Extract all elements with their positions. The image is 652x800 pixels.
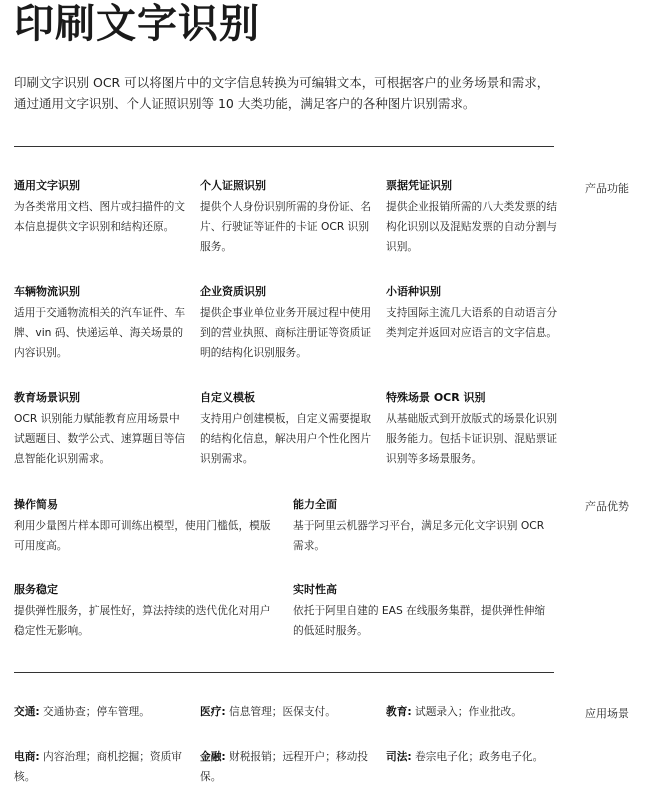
feature-card bbox=[200, 178, 372, 257]
feature-title: 票据凭证识别 bbox=[386, 179, 452, 192]
feature-card bbox=[386, 284, 558, 343]
feature-card bbox=[14, 390, 186, 469]
advantage-title: 服务稳定 bbox=[14, 583, 58, 596]
feature-desc: 从基础版式到开放版式的场景化识别服务能力。包括卡证识别、混贴票证识别等多场景服务。 bbox=[386, 412, 558, 465]
scenario-item bbox=[386, 702, 558, 722]
scenario-text: 卷宗电子化；政务电子化。 bbox=[411, 750, 544, 763]
feature-card bbox=[386, 390, 558, 469]
scenario-item bbox=[14, 702, 186, 722]
advantage-desc: 依托于阿里自建的 EAS 在线服务集群，提供弹性伸缩的低延时服务。 bbox=[293, 604, 546, 637]
feature-card bbox=[200, 390, 372, 469]
scenario-text: 交通协查；停车管理。 bbox=[39, 705, 150, 718]
feature-title: 通用文字识别 bbox=[14, 179, 80, 192]
intro-paragraph: 印刷文字识别 OCR 可以将图片中的文字信息转换为可编辑文本，可根据客户的业务场景和需求，通过通用文字识别、个人证照识别等 10 大类功能，满足客户的各种图片识别需求。 bbox=[14, 75, 550, 111]
feature-desc: 提供企业报销所需的八大类发票的结构化识别以及混贴发票的自动分割与识别。 bbox=[386, 200, 558, 253]
scenario-item bbox=[14, 747, 186, 787]
advantage-title: 能力全面 bbox=[293, 498, 337, 511]
feature-desc: 支持国际主流几大语系的自动语言分类判定并返回对应语言的文字信息。 bbox=[386, 306, 558, 339]
advantage-title: 操作简易 bbox=[14, 498, 58, 511]
advantage-card bbox=[293, 582, 555, 641]
feature-desc: 支持用户创建模板，自定义需要提取的结构化信息，解决用户个性化图片识别需求。 bbox=[200, 412, 372, 465]
advantage-card bbox=[14, 497, 276, 556]
page-title: 印刷文字识别 bbox=[14, 1, 260, 47]
feature-title: 特殊场景 OCR 识别 bbox=[386, 391, 486, 404]
feature-title: 企业资质识别 bbox=[200, 285, 266, 298]
feature-title: 自定义模板 bbox=[200, 391, 255, 404]
divider-top bbox=[14, 146, 554, 147]
feature-desc: 为各类常用文档、图片或扫描件的文本信息提供文字识别和结构还原。 bbox=[14, 200, 186, 233]
scenario-label: 金融: bbox=[200, 750, 226, 763]
scenario-text: 内容治理；商机挖掘；资质审核。 bbox=[14, 750, 182, 783]
feature-card bbox=[200, 284, 372, 363]
advantage-title: 实时性高 bbox=[293, 583, 337, 596]
feature-title: 教育场景识别 bbox=[14, 391, 80, 404]
feature-desc: 提供个人身份识别所需的身份证、名片、行驶证等证件的卡证 OCR 识别服务。 bbox=[200, 200, 372, 253]
feature-desc: OCR 识别能力赋能教育应用场景中试题题目、数学公式、速算题目等信息智能化识别需求。 bbox=[14, 412, 186, 465]
feature-card bbox=[14, 178, 186, 237]
divider-bottom bbox=[14, 672, 554, 673]
advantage-card bbox=[293, 497, 555, 556]
scenario-label: 教育: bbox=[386, 705, 412, 718]
advantage-desc: 利用少量图片样本即可训练出模型，使用门槛低，模版可用度高。 bbox=[14, 519, 271, 552]
section-label-scenarios: 应用场景 bbox=[585, 707, 629, 720]
scenario-text: 试题录入；作业批改。 bbox=[411, 705, 522, 718]
scenario-text: 财税报销；远程开户；移动投保。 bbox=[200, 750, 368, 783]
feature-title: 车辆物流识别 bbox=[14, 285, 80, 298]
scenario-item bbox=[200, 702, 372, 722]
scenario-label: 医疗: bbox=[200, 705, 226, 718]
scenario-label: 司法: bbox=[386, 750, 412, 763]
section-label-features: 产品功能 bbox=[585, 182, 629, 195]
feature-title: 小语种识别 bbox=[386, 285, 441, 298]
feature-card bbox=[14, 284, 186, 363]
advantage-desc: 基于阿里云机器学习平台，满足多元化文字识别 OCR 需求。 bbox=[293, 519, 545, 552]
advantage-desc: 提供弹性服务，扩展性好，算法持续的迭代优化对用户稳定性无影响。 bbox=[14, 604, 271, 637]
feature-card bbox=[386, 178, 558, 257]
scenario-label: 交通: bbox=[14, 705, 40, 718]
advantage-card bbox=[14, 582, 276, 641]
scenario-item bbox=[200, 747, 372, 787]
scenario-label: 电商: bbox=[14, 750, 40, 763]
scenario-text: 信息管理；医保支付。 bbox=[225, 705, 336, 718]
feature-desc: 适用于交通物流相关的汽车证件、车牌、vin 码、快递运单、海关场景的内容识别。 bbox=[14, 306, 186, 359]
scenario-item bbox=[386, 747, 558, 767]
feature-title: 个人证照识别 bbox=[200, 179, 266, 192]
feature-desc: 提供企事业单位业务开展过程中使用到的营业执照、商标注册证等资质证明的结构化识别服务。 bbox=[200, 306, 372, 359]
section-label-advantages: 产品优势 bbox=[585, 500, 629, 513]
